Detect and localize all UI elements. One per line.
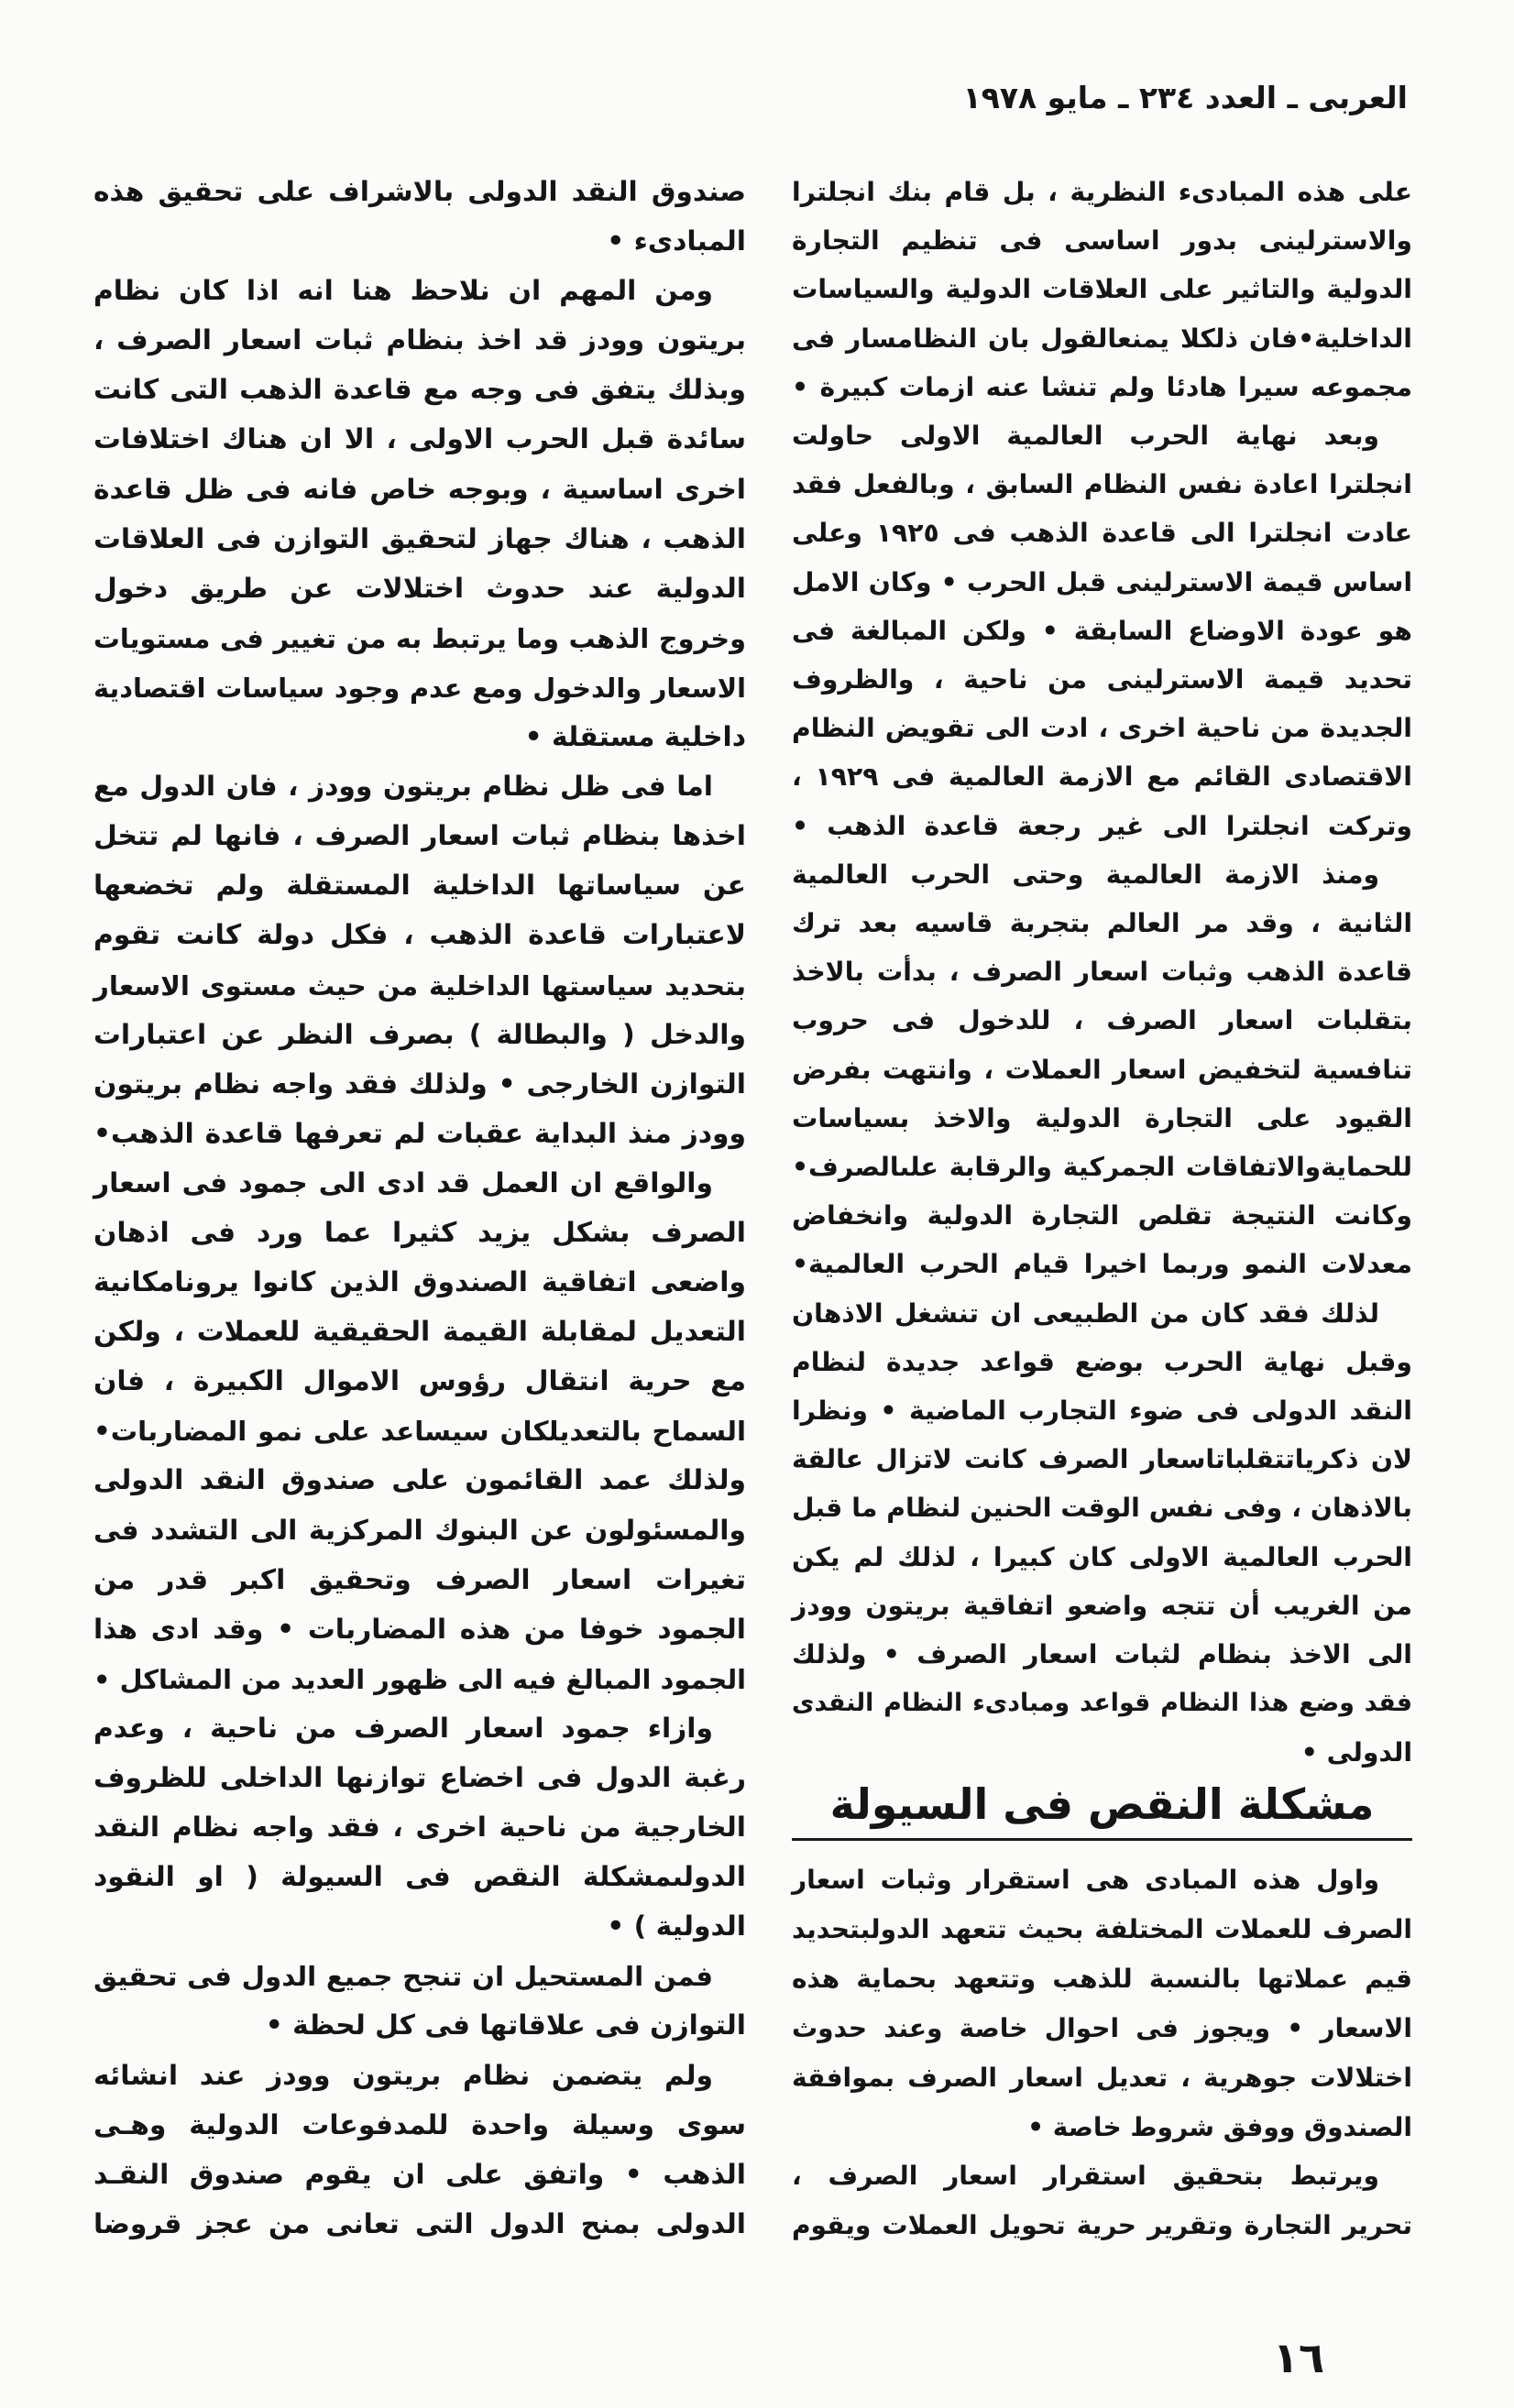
text-line: الدولية ) • (607, 1910, 746, 1943)
text-line: وكانت النتيجة تقلص التجارة الدولية وانخفاض (792, 1200, 1412, 1231)
text-line: النقد الدولى فى ضوء التجارب الماضية • ونظرا (792, 1396, 1412, 1427)
text-line: والمسئولون عن البنوك المركزية الى التشدد فى (93, 1514, 746, 1547)
text-line: اخرى اساسية ، وبوجه خاص فانه فى ظل قاعدة (93, 473, 746, 506)
running-header: العربى ـ العدد ٢٣٤ ـ مايو ١٩٧٨ (962, 80, 1408, 115)
text-line: صندوق النقد الدولى بالاشراف على تحقيق هذه (93, 176, 746, 208)
text-line: عن سياساتها الداخلية المستقلة ولم تخضعها (93, 870, 746, 903)
text-line: اخذها بنظام ثبات اسعار الصرف ، فانها لم تتخل (93, 820, 746, 853)
text-line: واول هذه المبادى هى استقرار وثبات اسعار (792, 1865, 1379, 1895)
paragraph (93, 1952, 746, 2051)
paragraph (93, 2052, 746, 2249)
text-line: داخلية مستقلة • (524, 721, 746, 754)
text-line: هو عودة الاوضاع السابقة • ولكن المبالغة فى (792, 615, 1412, 646)
text-line: وودز منذ البداية عقبات لم تعرفها قاعدة الذهب• (93, 1117, 746, 1150)
text-line: تنافسية لتخفيض اسعار العملات ، وانتهت بفرض (792, 1054, 1412, 1085)
text-line: على هذه المبادىء النظرية ، بل قام بنك انجلترا (792, 177, 1412, 207)
text-line: ولم يتضمن نظام بريتون وودز عند انشائه (93, 2059, 713, 2092)
paragraph (93, 1704, 746, 1952)
text-line: بالاذهان ، وفى نفس الوقت الحنين لنظام ما قبل (792, 1493, 1412, 1524)
text-line: بتقلبات اسعار الصرف ، للدخول فى حروب (792, 1005, 1412, 1036)
text-line: اساس قيمة الاسترلينى قبل الحرب • وكان الامل (792, 566, 1412, 597)
paragraph (792, 411, 1412, 850)
text-line: الذهب • واتفق على ان يقوم صندوق النقـد (93, 2158, 746, 2191)
text-line: والدخل ( والبطالة ) بصرف النظر عن اعتبارات (93, 1018, 746, 1051)
text-line: تغيرات اسعار الصرف وتحقيق اكبر قدر من (93, 1563, 746, 1596)
text-line: الى الاخذ بنظام لثبات اسعار الصرف • ولذلك (792, 1639, 1412, 1670)
text-line: وبذلك يتفق فى وجه مع قاعدة الذهب التى كانت (93, 374, 746, 407)
text-line: وخروج الذهب وما يرتبط به من تغيير فى مستويات (93, 622, 746, 654)
text-line: الحرب العالمية الاولى كان كبيرا ، لذلك لم يكن (792, 1541, 1412, 1572)
paragraph (93, 168, 746, 267)
text-line: التعديل لمقابلة القيمة الحقيقية للعملات ، ولكن (93, 1316, 746, 1349)
page-number: ١٦ (1272, 2333, 1325, 2382)
text-line: الصندوق ووفق شروط خاصة • (1027, 2111, 1412, 2142)
text-line: لذلك فقد كان من الطبيعى ان تنشغل الاذهان (792, 1297, 1379, 1329)
text-line: الاقتصادى القائم مع الازمة العالمية فى ١٩٢٩ ، (792, 761, 1412, 793)
text-line: لان ذكرياتتقلباتاسعار الصرف كانت لاتزال عالقة (792, 1444, 1412, 1475)
right-column-after-heading (792, 1855, 1412, 2250)
text-line: واضعى اتفاقية الصندوق الذين كانوا يرونامكانية (93, 1266, 746, 1299)
text-line: فقد وضع هذا النظام قواعد ومبادىء النظام النقدى (792, 1689, 1412, 1718)
left-column (93, 168, 746, 2249)
paragraph (93, 762, 746, 1159)
text-line: الصرف بشكل يزيد كثيرا عما ورد فى اذهان (93, 1216, 746, 1249)
text-line: الذهب ، هناك جهاز لتحقيق التوازن فى العلاقات (93, 522, 746, 555)
text-line: السماح بالتعديلكان سيساعد على نمو المضاربات• (93, 1416, 746, 1448)
paragraph (792, 168, 1412, 411)
text-line: الثانية ، وقد مر العالم بتجربة قاسيه بعد ترك (792, 908, 1412, 939)
text-line: بريتون وودز قد اخذ بنظام ثبات اسعار الصرف ، (93, 324, 746, 357)
text-line: الداخلية•فان ذلكلا يمنعالقول بان النظامسار فى (792, 323, 1412, 354)
paragraph (792, 850, 1412, 1289)
text-line: الصرف للعملات المختلفة بحيث تتعهد الدولبتحديد (792, 1913, 1412, 1944)
text-line: الدولية عند حدوث اختلالات عن طريق دخول (93, 572, 746, 605)
paragraph (792, 1289, 1412, 1777)
text-line: قيم عملاتها بالنسبة للذهب وتتعهد بحماية هذه (792, 1963, 1412, 1994)
text-line: تحديد قيمة الاسترلينى من ناحية ، والظروف (792, 664, 1412, 695)
text-line: الخارجية من ناحية اخرى ، فقد واجه نظام النقد (93, 1811, 746, 1844)
paragraph (792, 1855, 1412, 2151)
text-line: ويرتبط بتحقيق استقرار اسعار الصرف ، (792, 2161, 1379, 2192)
text-line: الدولية والتاثير على العلاقات الدولية والسياسات (792, 274, 1412, 305)
paragraph (93, 1159, 746, 1704)
text-line: الجمود خوفا من هذه المضاربات • وقد ادى هذا (93, 1613, 746, 1646)
text-line: ومنذ الازمة العالمية وحتى الحرب العالمية (792, 859, 1379, 890)
text-line: والواقع ان العمل قد ادى الى جمود فى اسعار (93, 1166, 713, 1199)
text-line: بتحديد سياستها الداخلية من حيث مستوى الاسعار (93, 969, 746, 1002)
text-line: لاعتبارات قاعدة الذهب ، فكل دولة كانت تقوم (93, 919, 746, 952)
text-line: وتركت انجلترا الى غير رجعة قاعدة الذهب • (792, 810, 1412, 841)
text-line: مجموعه سيرا هادئا ولم تنشا عنه ازمات كبيرة • (792, 371, 1412, 402)
text-line: الدولى • (1300, 1736, 1412, 1768)
text-line: الاسعار والدخول ومع عدم وجود سياسات اقتصادية (93, 672, 746, 704)
text-line: وبعد نهاية الحرب العالمية الاولى حاولت (792, 421, 1379, 452)
text-line: انجلترا اعادة نفس النظام السابق ، وبالفعل فقد (792, 469, 1412, 500)
text-line: القيود على التجارة الدولية والاخذ بسياسات (792, 1102, 1412, 1133)
text-line: وازاء جمود اسعار الصرف من ناحية ، وعدم (93, 1712, 713, 1745)
text-line: ولذلك عمد القائمون على صندوق النقد الدولى (93, 1464, 746, 1497)
text-line: والاسترلينى بدور اساسى فى تنظيم التجارة (792, 225, 1412, 257)
text-line: الجمود المبالغ فيه الى ظهور العديد من المشاكل • (93, 1663, 746, 1695)
text-line: معدلات النمو وربما اخيرا قيام الحرب العالمية• (792, 1249, 1412, 1280)
text-line: رغبة الدول فى اخضاع توازنها الداخلى للظروف (93, 1762, 746, 1794)
paragraph (792, 2151, 1412, 2250)
text-line: قاعدة الذهب وثبات اسعار الصرف ، بدأت بالاخذ (792, 957, 1412, 988)
text-line: ومن المهم ان نلاحظ هنا انه اذا كان نظام (93, 275, 713, 308)
text-line: اما فى ظل نظام بريتون وودز ، فان الدول مع (93, 771, 713, 804)
section-heading-text: مشكلة النقص فى السيولة (829, 1779, 1375, 1829)
text-line: الدولىمشكلة النقص فى السيولة ( او النقود (93, 1861, 746, 1894)
text-line: الاسعار • ويجوز فى احوال خاصة وعند حدوث (792, 2012, 1412, 2043)
paragraph (93, 267, 746, 762)
text-line: التوازن فى علاقاتها فى كل لحظة • (265, 2009, 746, 2042)
text-line: الدولى بمنح الدول التى تعانى من عجز قروضا (93, 2207, 746, 2240)
text-line: سوى وسيلة واحدة للمدفوعات الدولية وهـى (93, 2108, 746, 2141)
text-line: للحمايةوالاتفاقات الجمركية والرقابة علىالصرف• (792, 1152, 1412, 1183)
text-line: المبادىء • (607, 225, 746, 258)
text-line: فمن المستحيل ان تنجح جميع الدول فى تحقيق (93, 1961, 713, 1993)
section-heading (792, 1776, 1412, 1841)
text-line: وقبل نهاية الحرب بوضع قواعد جديدة لنظام (792, 1346, 1412, 1377)
text-line: التوازن الخارجى • ولذلك فقد واجه نظام بريتون (93, 1067, 746, 1100)
text-line: مع حرية انتقال رؤوس الاموال الكبيرة ، فان (93, 1365, 746, 1398)
right-column (792, 168, 1412, 1777)
text-line: تحرير التجارة وتقرير حرية تحويل العملات ويقوم (792, 2210, 1412, 2241)
text-line: عادت انجلترا الى قاعدة الذهب فى ١٩٢٥ وعلى (792, 518, 1412, 549)
text-line: من الغريب أن تتجه واضعو اتفاقية بريتون وودز (792, 1590, 1412, 1621)
text-line: الجديدة من ناحية اخرى ، ادت الى تقويض النظام (792, 713, 1412, 744)
text-line: اختلالات جوهرية ، تعديل اسعار الصرف بموافقة (792, 2062, 1412, 2093)
text-line: سائدة قبل الحرب الاولى ، الا ان هناك اختلافات (93, 423, 746, 456)
